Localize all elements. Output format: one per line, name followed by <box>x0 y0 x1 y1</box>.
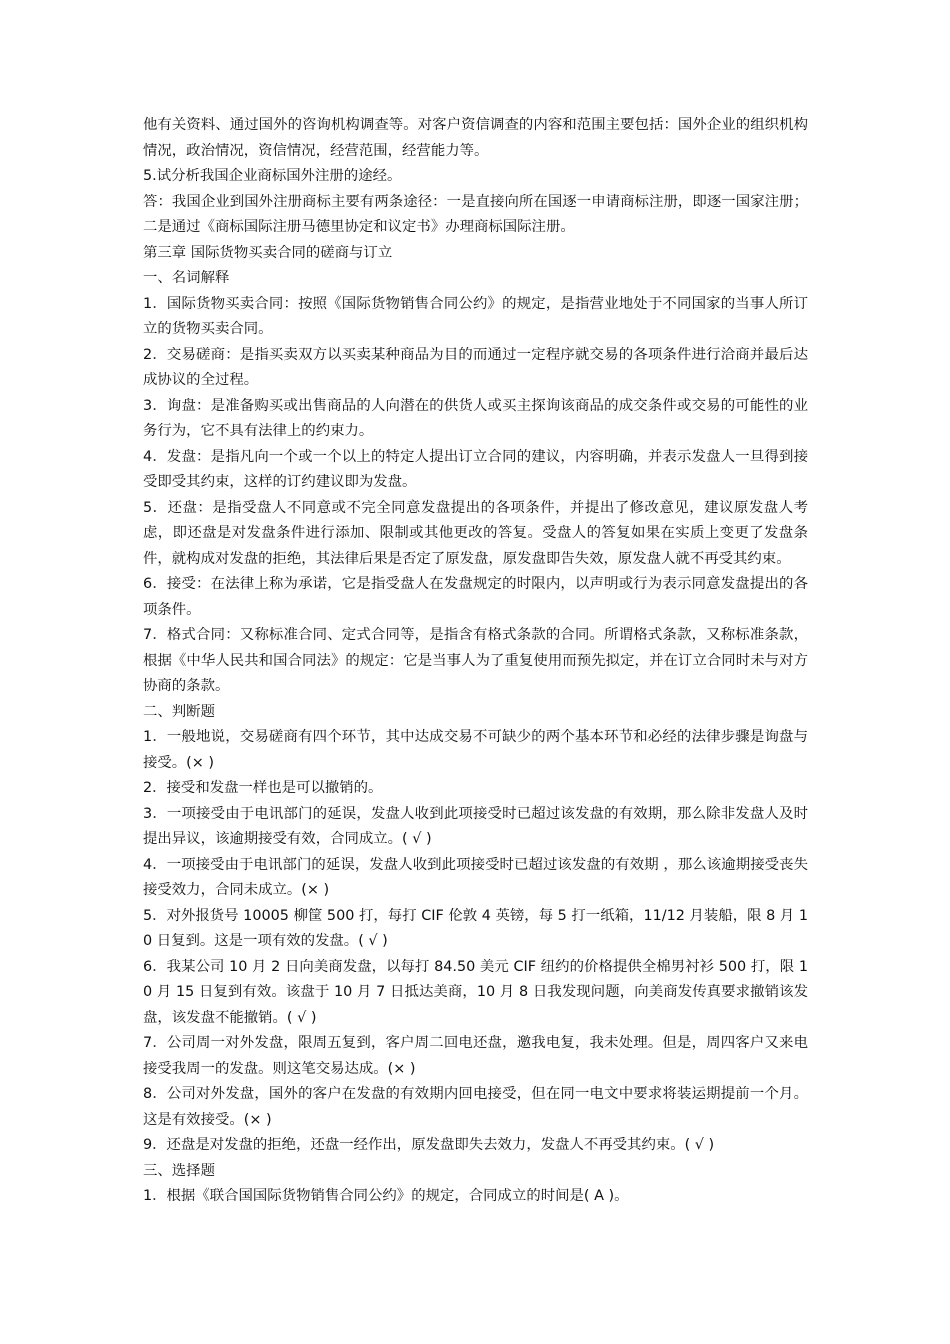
section-heading-choice: 三、选择题 <box>143 1162 215 1179</box>
section-heading-judgement: 二、判断题 <box>143 703 215 720</box>
term-2: 2．交易磋商：是指买卖双方以买卖某种商品为目的而通过一定程序就交易的各项条件进行洽商并最后达成协议的全过程。 <box>143 346 808 388</box>
judgement-9: 9．还盘是对发盘的拒绝，还盘一经作出，原发盘即失去效力，发盘人不再受其约束。( √ ) <box>143 1137 715 1153</box>
answer-5: 答：我国企业到国外注册商标主要有两条途径：一是直接向所在国逐一申请商标注册，即逐一国家注册；二是通过《商标国际注册马德里协定和议定书》办理商标国际注册。 <box>143 193 808 235</box>
term-4: 4．发盘：是指凡向一个或一个以上的特定人提出订立合同的建议，内容明确，并表示发盘人一旦得到接受即受其约束，这样的订约建议即为发盘。 <box>143 448 808 490</box>
choice-1: 1．根据《联合国国际货物销售合同公约》的规定，合同成立的时间是( A )。 <box>143 1188 629 1204</box>
term-6: 6．接受：在法律上称为承诺，它是指受盘人在发盘规定的时限内，以声明或行为表示同意发盘提出的各项条件。 <box>143 576 808 618</box>
term-7: 7．格式合同：又称标准合同、定式合同等，是指含有格式条款的合同。所谓格式条款，又称标准条款，根据《中华人民共和国合同法》的规定：它是当事人为了重复使用而预先拟定，并在订立合同时未与对方协商的条款。 <box>143 627 808 694</box>
term-5: 5．还盘：是指受盘人不同意或不完全同意发盘提出的各项条件，并提出了修改意见，建议原发盘人考虑，即还盘是对发盘条件进行添加、限制或其他更改的答复。受盘人的答复如果在实质上变更了发盘条件，就构成对发盘的拒绝，其法律后果是否定了原发盘，原发盘即告失效，原发盘人就不再受其约束。 <box>143 499 808 567</box>
document-body <box>143 113 808 1210</box>
judgement-4: 4．一项接受由于电讯部门的延误，发盘人收到此项接受时已超过该发盘的有效期 ，那么该逾期接受丧失接受效力，合同未成立。(× ) <box>143 856 808 898</box>
term-3: 3．询盘：是准备购买或出售商品的人向潜在的供货人或买主探询该商品的成交条件或交易的可能性的业务行为，它不具有法律上的约束力。 <box>143 397 808 439</box>
term-1: 1．国际货物买卖合同：按照《国际货物销售合同公约》的规定，是指营业地处于不同国家的当事人所订立的货物买卖合同。 <box>143 295 808 337</box>
judgement-1: 1．一般地说，交易磋商有四个环节，其中达成交易不可缺少的两个基本环节和必经的法律步骤是询盘与接受。(× ) <box>143 729 808 771</box>
question-5: 5.试分析我国企业商标国外注册的途经。 <box>143 168 402 184</box>
section-heading-terms: 一、名词解释 <box>143 270 230 286</box>
judgement-5: 5．对外报货号 10005 柳筐 500 打，每打 CIF 伦敦 4 英镑，每 5 打一纸箱，11/12 月装船，限 8 月 10 日复到。这是一项有效的发盘。( √ ) <box>143 907 809 949</box>
judgement-2: 2．接受和发盘一样也是可以撤销的。 <box>143 780 383 796</box>
chapter-title: 第三章 国际货物买卖合同的磋商与订立 <box>143 244 393 261</box>
judgement-6: 6．我某公司 10 月 2 日向美商发盘，以每打 84.50 美元 CIF 纽约的价格提供全棉男衬衫 500 打，限 10 月 15 日复到有效。该盘于 10 月 7 日抵达美商，10 月 8 日我发现问题，向美商发传真要求撤销该发盘，该发盘不能撤销。( √ ) <box>143 958 808 1026</box>
judgement-8: 8．公司对外发盘，国外的客户在发盘的有效期内回电接受，但在同一电文中要求将装运期提前一个月。这是有效接受。(× ) <box>143 1086 808 1128</box>
judgement-7: 7．公司周一对外发盘，限周五复到，客户周二回电还盘，邀我电复，我未处理。但是，周四客户又来电接受我周一的发盘。则这笔交易达成。(× ) <box>143 1035 808 1077</box>
judgement-3: 3．一项接受由于电讯部门的延误，发盘人收到此项接受时已超过该发盘的有效期，那么除非发盘人及时提出异议，该逾期接受有效，合同成立。( √ ) <box>143 805 808 847</box>
paragraph-continuation: 他有关资料、通过国外的咨询机构调查等。对客户资信调查的内容和范围主要包括：国外企业的组织机构情况，政治情况，资信情况，经营范围，经营能力等。 <box>143 117 808 159</box>
